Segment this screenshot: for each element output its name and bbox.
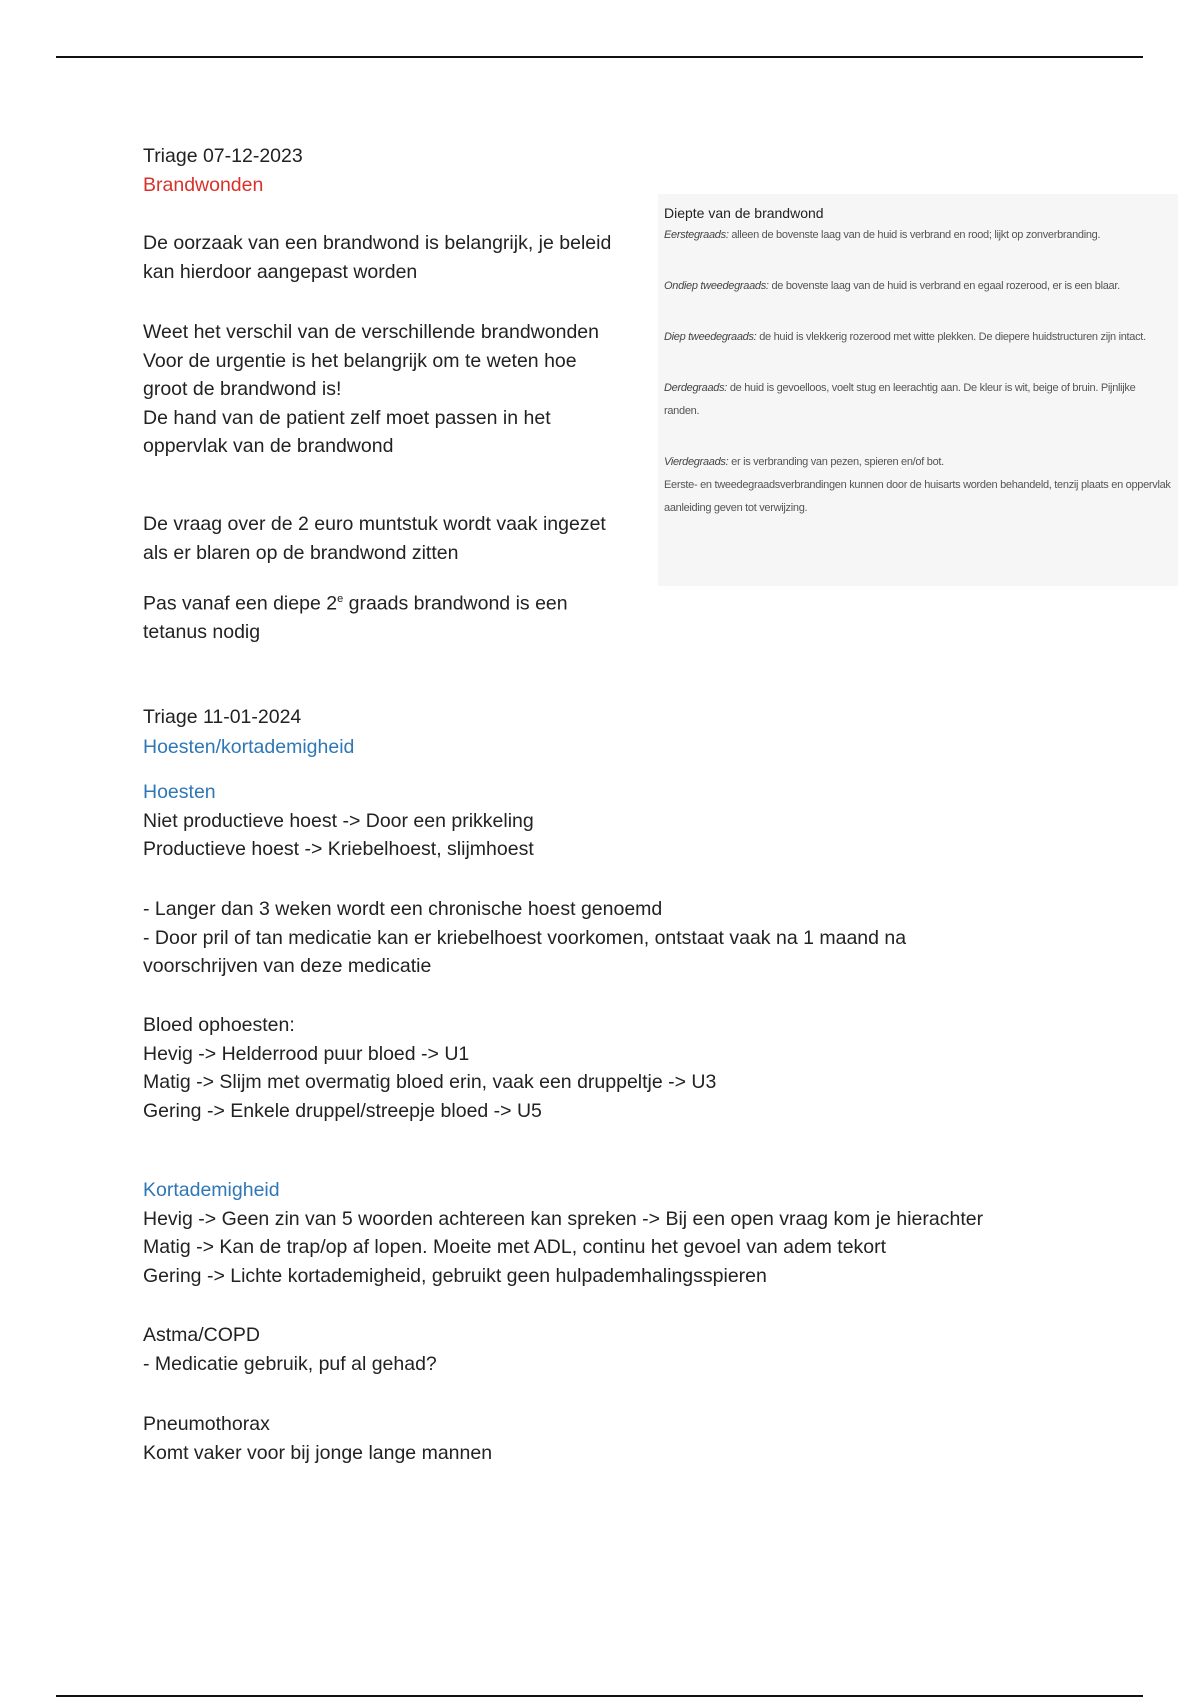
para-line: Voor de urgentie is het belangrijk om te weten hoe groot de brandwond is! [143, 349, 577, 400]
para4-after: graads brandwond is een tetanus nodig [143, 592, 568, 643]
section1-date: Triage 07-12-2023 [143, 145, 303, 167]
kort-line: Hevig -> Geen zin van 5 woorden achtereen kan spreken -> Bij een open vraag kom je hierachter [143, 1207, 984, 1230]
top-rule [56, 56, 1143, 58]
section2-date: Triage 11-01-2024 [143, 706, 302, 728]
pneumo-title: Pneumothorax [143, 1413, 270, 1435]
kortademigheid-block [143, 1176, 1163, 1290]
pneumo-line: Komt vaker voor bij jonge lange mannen [143, 1441, 493, 1464]
bullet-line: - Door pril of tan medicatie kan er kriebelhoest voorkomen, ontstaat vaak na 1 maand na voorschrijven van deze medicatie [143, 926, 907, 977]
bloed-title: Bloed ophoesten: [143, 1014, 295, 1036]
para4-sup: e [337, 593, 344, 605]
bottom-rule [56, 1695, 1143, 1697]
hoest-line: Productieve hoest -> Kriebelhoest, slijmhoest [143, 838, 534, 860]
burn-depth-item [664, 224, 1172, 247]
burn-term: Ondiep tweedegraads: [664, 280, 769, 292]
para-line: De hand van de patient zelf moet passen in het oppervlak van de brandwond [143, 406, 551, 457]
kort-line: Gering -> Lichte kortademigheid, gebruikt geen hulpademhalingsspieren [143, 1264, 767, 1287]
section1-heading: Brandwonden [143, 173, 264, 196]
hoest-line: Niet productieve hoest -> Door een prikkeling [143, 809, 534, 832]
section1-header [143, 142, 303, 199]
burn-desc: de huid is gevoelloos, voelt stug en leerachtig aan. De kleur is wit, beige of bruin. Pijnlijke randen. [664, 382, 1136, 417]
bullet-line: - Langer dan 3 weken wordt een chronische hoest genoemd [143, 898, 663, 920]
burn-depth-title: Diepte van de brandwond [664, 205, 824, 221]
section1-para1 [143, 229, 618, 286]
kortademigheid-heading: Kortademigheid [143, 1179, 280, 1201]
burn-term: Vierdegraads: [664, 456, 729, 468]
burn-desc: alleen de bovenste laag van de huid is verbrand en rood; lijkt op zonverbranding. [728, 229, 1101, 241]
burn-desc: er is verbranding van pezen, spieren en/of bot. [728, 456, 944, 468]
burn-depth-image [658, 194, 1178, 586]
burn-depth-item [664, 326, 1172, 349]
pneumo-block [143, 1410, 1143, 1467]
para-line: Weet het verschil van de verschillende brandwonden [143, 321, 599, 343]
section1-para2 [143, 318, 618, 461]
section2-heading: Hoesten/kortademigheid [143, 735, 355, 758]
bloed-block [143, 1011, 1143, 1125]
burn-depth-item [664, 275, 1172, 298]
para-text: De vraag over de 2 euro muntstuk wordt vaak ingezet als er blaren op de brandwond zitten [143, 513, 606, 564]
astma-block [143, 1321, 1143, 1378]
bloed-line: Matig -> Slijm met overmatig bloed erin, vaak een druppeltje -> U3 [143, 1071, 717, 1093]
astma-line: - Medicatie gebruik, puf al gehad? [143, 1352, 437, 1375]
para-text [143, 585, 618, 647]
section1-para4 [143, 585, 618, 647]
hoesten-block [143, 778, 1143, 864]
burn-depth-item [664, 451, 1172, 474]
burn-depth-item [664, 377, 1172, 423]
bloed-line: Gering -> Enkele druppel/streepje bloed -> U5 [143, 1099, 542, 1122]
burn-term: Eerstegraads: [664, 229, 729, 241]
hoesten-heading: Hoesten [143, 781, 216, 803]
burn-depth-footer: Eerste- en tweedegraadsverbrandingen kunnen door de huisarts worden behandeld, tenzij plaats en oppervlak aanleiding geven tot verwijzing. [664, 479, 1171, 514]
burn-desc: de huid is vlekkerig rozerood met witte plekken. De diepere huidstructuren zijn intact. [756, 331, 1146, 343]
hoesten-bullets [143, 895, 973, 981]
section1-para3 [143, 510, 618, 567]
burn-desc: de bovenste laag van de huid is verbrand en egaal rozerood, er is een blaar. [768, 280, 1120, 292]
para4-before: Pas vanaf een diepe 2 [143, 592, 338, 615]
kort-line: Matig -> Kan de trap/op af lopen. Moeite met ADL, continu het gevoel van adem tekort [143, 1236, 887, 1258]
para-text: De oorzaak van een brandwond is belangrijk, je beleid kan hierdoor aangepast worden [143, 232, 612, 283]
burn-term: Derdegraads: [664, 382, 728, 394]
astma-title: Astma/COPD [143, 1324, 261, 1346]
burn-term: Diep tweedegraads: [664, 331, 757, 343]
bloed-line: Hevig -> Helderrood puur bloed -> U1 [143, 1042, 470, 1065]
section2-header [143, 703, 354, 761]
